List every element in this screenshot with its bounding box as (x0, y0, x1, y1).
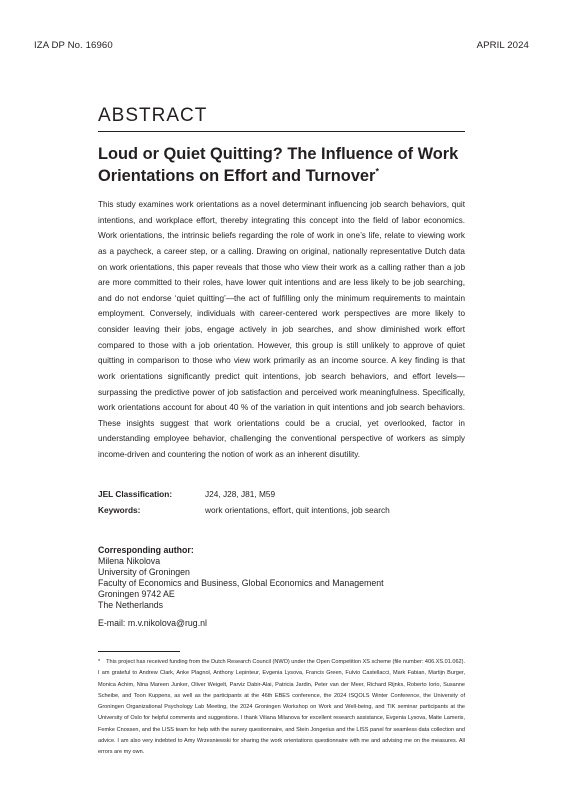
keywords-row (98, 505, 465, 517)
keywords-label: Keywords: (98, 505, 141, 515)
author-city: Groningen 9742 AE (98, 589, 175, 600)
report-number: IZA DP No. 16960 (34, 40, 113, 51)
author-institution: University of Groningen (98, 567, 190, 578)
corresponding-author-block (98, 545, 384, 629)
paper-title-text: Loud or Quiet Quitting? The Influence of Work Orientations on Effort and Turnover (98, 145, 459, 185)
author-email[interactable]: E-mail: m.v.nikolova@rug.nl (98, 617, 207, 628)
paper-title (98, 144, 478, 187)
abstract-body: This study examines work orientations as a novel determinant influencing job search behaviors, quit intentions, and workplace effort, thereby integrating this concept into the field of labor economics. Work orientations, the intrinsic beliefs regarding the role of work in one’s life, relate to viewing work as a paycheck, a career step, or a calling. Drawing on original, nationally representative Dutch data on work orientations, this paper reveals that those who view their work as a calling rather than a job are more committed to their roles, have lower quit intentions and are less likely to be job searching, and do not endorse ‘quiet quitting’—the act of fulfilling only the minimum requirements to maintain employment. Conversely, individuals with career-centered work perspectives are more likely to consider leaving their jobs, engage actively in job searches, and show diminished work effort compared to those with a job orientation. However, this group is still unlikely to approve of quiet quitting in comparison to those who view work primarily as an income source. A key finding is that work orientations significantly predict quit intentions, job search behaviors, and effort levels—surpassing the predictive power of job satisfaction and perceived work meaningfulness. Specifically, work orientations account for about 40 % of the variation in quit intentions and job search behaviors. These insights suggest that work orientations could be a crucial, yet overlooked, factor in understanding employee behavior, challenging the conventional perspective of workers as simply income-driven and countering the notion of work as an inherent disutility. (98, 200, 465, 459)
corresponding-author-label: Corresponding author: (98, 545, 194, 555)
title-footnote-marker: * (375, 166, 379, 177)
footnote-marker: * (98, 659, 101, 665)
jel-codes: J24, J28, J81, M59 (205, 489, 276, 499)
jel-label: JEL Classification: (98, 489, 173, 499)
publication-date: APRIL 2024 (476, 40, 529, 51)
author-name: Milena Nikolova (98, 556, 161, 567)
section-heading: ABSTRACT (98, 105, 208, 126)
footnote-text: This project has received funding from the Dutch Research Council (NWO) under the Open Competition XS scheme (file number: 406.XS.01.062). I am grateful to Andrew Clark, Anke Plagnol, Anthony Lepinteur, Evgenia Lysova, Francis Green, Fulvio Castellacci, Mark Fabian, Martijn Burger, Monica Achim, Nina Mareen Junker, Oliver Weigelt, Parviz Dabir-Alai, Patricia Jardin, Peter van der Meer, Richard Rijnks, Roberto Iorio, Susanne Scheibe, and Toon Kuppens, as well as the participants at the 46th EBES conference, the 2024 ISQOLS Winter Conference, the University of Groningen Organizational Psychology Lab Meeting, the 2024 Groningen Workshop on Work and Well-being, and TIK seminar participants at the University of Oslo for helpful comments and suggestions. I thank Viliana Milanova for excellent research assistance, Evgenia Lysova, Maite Lameris, Femke Cnossen, and the LISS team for help with the survey questionnaire, and Stein Jongerius and the LISS panel for seamless data collection and advice. I am also very indebted to Amy Wrzesniewski for sharing the work orientations questionnaire with me and advising me on the measures. All errors are my own. (98, 659, 465, 756)
section-divider (98, 131, 465, 132)
author-country: The Netherlands (98, 600, 164, 611)
jel-classification-row (98, 489, 465, 501)
keywords-list: work orientations, effort, quit intentions, job search (205, 505, 390, 515)
author-faculty: Faculty of Economics and Business, Global Economics and Management (98, 578, 384, 589)
footnote-divider (98, 651, 180, 652)
footnote (98, 657, 465, 759)
